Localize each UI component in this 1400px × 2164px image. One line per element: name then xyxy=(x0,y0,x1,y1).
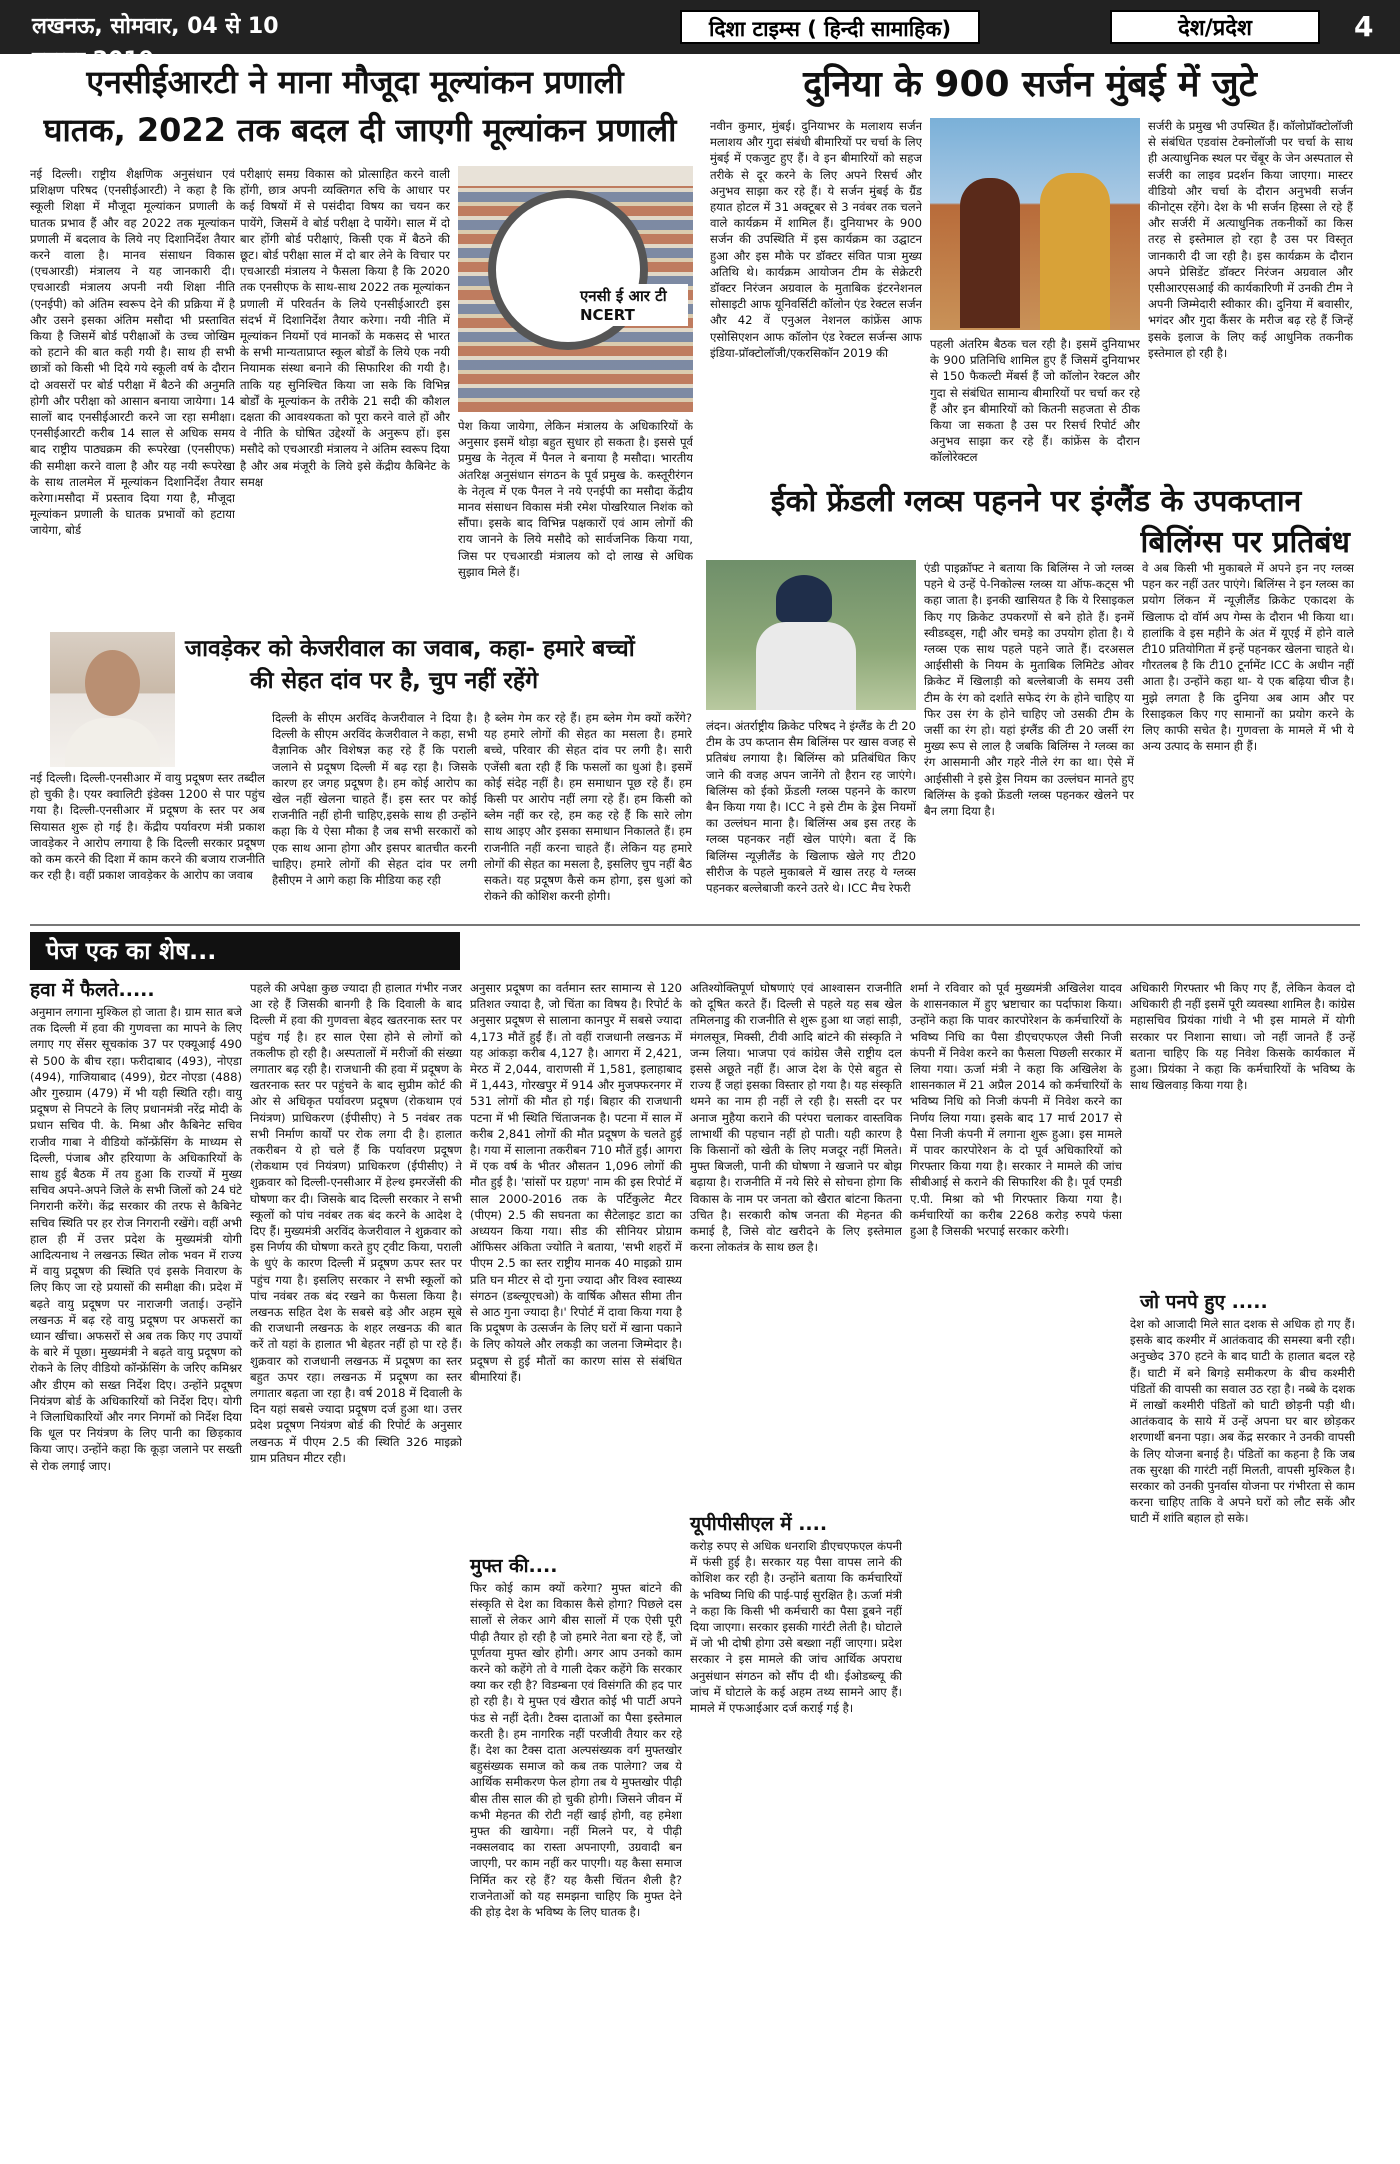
pandit-subhead: जो पनपे हुए ..... xyxy=(1140,1291,1268,1313)
ncert-column-1: नई दिल्ली। राष्ट्रीय शैक्षणिक अनुसंधान एवं प्रशिक्षण परिषद (एनसीईआरटी) ने कहा है कि स्कूली शिक्षा में मौजूदा मूल्यांकन प्रणाली के घातक प्रभाव हैं और वह 2022 तक मूल्यांकन प्रणाली में बदलाव के लिये नए दिशानिर्देश तैयार करने वाला है। मानव संसाधन विकास (एचआरडी) मंत्रालय ने यह जानकारी दी। एचआरडी मंत्रालय अपनी नयी शिक्षा नीति (एनईपी) को अंतिम स्वरूप देने की प्रक्रिया में है और उसने इसका अंतिम मसौदा भी प्रस्तावित किया है जिसमें बोर्ड परीक्षाओं के उच्च जोखिम को हटाने की बात कही गयी है। साथ ही सभी छात्रों को किसी भी दिये गये स्कूली वर्ष के दौरान दो अवसरों पर बोर्ड परीक्षा में बैठने की अनुमति होगी और परीक्षा को आसान बनाया जायेगा। 14 सालों बाद एनसीईआरटी करने जा रहा समीक्षा। एनसीईआरटी करीब 14 साल से अधिक समय बाद राष्ट्रीय पाठ्यक्रम की रूपरेखा (एनसीएफ) की समीक्षा करने वाला है और यह नयी रूपरेखा के साथ तालमेल में मूल्यांकन दिशानिर्देश तैयार करेगा।मसौदा में प्रस्ताव दिया गया है, मौजूदा मूल्यांकन प्रणाली के घातक प्रभावों को हटाया जायेगा, बोर्ड xyxy=(30,167,235,538)
page-number: 4 xyxy=(1354,10,1374,43)
cricketer-body-shape xyxy=(756,622,856,710)
portrait-shirt-shape xyxy=(65,718,160,767)
ncert-headline-2: घातक, 2022 तक बदल दी जाएगी मूल्यांकन प्रणाली xyxy=(43,111,677,149)
portrait-face-shape xyxy=(85,650,140,716)
uppcl-column: करोड़ रुपए से अधिक धनराशि डीएचएफएल कंपनी में फंसी हुई है। सरकार यह पैसा वापस लाने की कोशिश कर रही है। उन्होंने बताया कि कर्मचारियों के भविष्य निधि की पाई-पाई सुरक्षित है। ऊर्जा मंत्री ने कहा कि किसी भी कर्मचारी का पैसा डूबने नहीं दिया जाएगा। सरकार इसकी गारंटी लेती है। घोटाले में जो भी दोषी होगा उसे बख्शा नहीं जाएगा। प्रदेश सरकार ने इस मामले की जांच आर्थिक अपराध अनुसंधान संगठन को सौंप दी थी। ईओडब्ल्यू की जांच में घोटाले के कई अहम तथ्य सामने आए हैं। मामले में एफआईआर दर्ज कराई गई है। xyxy=(690,1539,902,1716)
masthead-section: देश/प्रदेश xyxy=(1110,10,1320,44)
air-pollution-column-3: अनुसार प्रदूषण का वर्तमान स्तर सामान्य से 120 प्रतिशत ज्यादा है, जो चिंता का विषय है। रिपोर्ट के अनुसार प्रदूषण से सालाना कानपुर में सबसे ज्यादा 4,173 मौतें हुईं हैं। तो वहीं राजधानी लखनऊ में यह आंकड़ा करीब 4,127 है। आगरा में 2,421, मेरठ में 2,044, वाराणसी में 1,581, इलाहाबाद में 1,443, गोरखपुर में 914 और मुजफ्फरनगर में 531 लोगों की मौत हो गई। बिहार की राजधानी पटना में भी स्थिति चिंताजनक है। पटना में साल में करीब 2,841 लोगों की मौत प्रदूषण के चलते हुई है। गया में सालाना तकरीबन 710 मौतें हुईं। आगरा में एक वर्ष के भीतर औसतन 1,096 लोगों की मौत हुई है। 'सांसों पर ग्रहण' नाम की इस रिपोर्ट में साल 2000-2016 तक के पर्टिकुलेट मैटर (पीएम) 2.5 की सघनता का सैटेलाइट डाटा का अध्ययन किया गया। सीड की सीनियर प्रोग्राम ऑफिसर अंकिता ज्योति ने बताया, 'सभी शहरों में पीएम 2.5 का स्तर राष्ट्रीय मानक 40 माइक्रो ग्राम प्रति घन मीटर से दो गुना ज्यादा और विश्व स्वास्थ्य संगठन (डब्ल्यूएचओ) के वार्षिक औसत सीमा तीन से आठ गुना ज्यादा है।' रिपोर्ट में दावा किया गया है कि प्रदूषण के उत्सर्जन के लिए घरों में खाना पकाने के लिए कोयले और लकड़ी का जलना जिम्मेदार है। प्रदूषण से हुई मौतों का कारण सांस से संबंधित बीमारियां हैं। xyxy=(470,981,682,1384)
ncert-column-3: पेश किया जायेगा, लेकिन मंत्रालय के अधिकारियों के अनुसार इसमें थोड़ा बहुत सुधार हो सकता है। इससे पूर्व प्रमुख के नेतृत्व में पैनल ने बनाया है मसौदा। भारतीय अंतरिक्ष अनुसंधान संगठन के पूर्व प्रमुख के. कस्तूरीरंगन के नेतृत्व में एक पैनल ने नये एनईपी का मसौदा केंद्रीय मानव संसाधन विकास मंत्री रमेश पोखरियाल निशंक को सौंपा। इसके बाद विभिन्न पक्षकारों एवं आम लोगों की राय जानने के लिये मसौदे को सार्वजनिक किया गया, जिस पर एचआरडी मंत्रालय को दो लाख से अधिक सुझाव मिले हैं। xyxy=(458,419,693,579)
cricket-headline-2: बिलिंग्स पर प्रतिबंध xyxy=(1140,525,1350,560)
surgeon-column-3: सर्जरी के प्रमुख भी उपस्थित हैं। कॉलोप्रॉक्टोलॉजी से संबंधित एडवांस टेक्नोलॉजी पर चर्चा के साथ ही अत्याधुनिक स्थल पर चेंबूर के जेन अस्पताल से सर्जरी का लाइव प्रदर्शन किया जाएगा। मास्टर वीडियो और चर्चा के दौरान अनुभवी सर्जन कीनोट्स रहेंगे। देश के भी सर्जन हिस्सा ले रहे हैं और सर्जरी में अत्याधुनिक तकनीकों का किस तरह से इस्तेमाल हो रहा है उस पर विस्तृत जानकारी दी जा रही है। इस कार्यक्रम के दौरान अपने प्रेसिडेंट डॉक्टर निरंजन अग्रवाल और एसीआरएसआई की कार्यकारिणी में उनकी टीम ने अपनी जिम्मेदारी स्वीकार की। दुनिया में बवासीर, भगंदर और गुदा कैंसर के मरीज बढ़ रहे हैं जिन्हें इसके इलाज के लिए कई आधुनिक तकनीक इस्तेमाल हो रही है। xyxy=(1148,119,1353,360)
uppcl-subhead: यूपीपीसीएल में .... xyxy=(690,1513,828,1535)
surgeon-figure-right xyxy=(1040,173,1110,330)
ncert-column-2: परीक्षाएं समग्र विकास को प्रोत्साहित करने वाली होंगी, छात्र अपनी व्यक्तिगत रुचि के आधार पर कई विषयों में से पसंदीदा विषय का चयन कर पायेंगे, जिसमें वे बोर्ड परीक्षा दे पायेंगे। साल में दो बार होंगी बोर्ड परीक्षाएं, किसी एक में बैठने की छूट। बोर्ड परीक्षा साल में दो बार लेने के विचार पर एचआरडी मंत्रालय ने फैसला किया है कि 2020 तक एनसीएफ के साथ-साथ 2022 तक मूल्यांकन प्रणाली में परिवर्तन के लिये एनसीईआरटी इस संदर्भ में दिशानिर्देश तैयार करेगा। नयी नीति में मूल्यांकन नियमों एवं मानकों के मकसद से भारत के सभी मान्यताप्राप्त स्कूल बोर्डों के लिये एक नयी नियामक संस्था बनाने की सिफारिश की गयी है। ताकि यह सुनिश्चित किया जा सके कि विभिन्न बोर्डों के मूल्यांकन के तरीके 21 सदी की कौशल दक्षता की आवश्यकता को पूरा करने वाले हों और वे नीति के घोषित उद्देश्यों के अनुरूप हों। इस मसौदे को एचआरडी मंत्रालय ने अंतिम स्वरूप दिया है और अब मंजूरी के लिये इसे केंद्रीय कैबिनेट के समक्ष xyxy=(240,167,450,489)
cricket-column-3: वे अब किसी भी मुकाबले में अपने इन नए ग्लव्स पहन कर नहीं उतर पाएंगे। बिलिंग्स ने इन ग्लव्स का प्रयोग लिंकन में न्यूज़ीलैंड क्रिकेट एकादश के खिलाफ दो वॉर्म अप गेम्स के दौरान भी किया था। हालांकि वे इस महीने के अंत में यूएई में होने वाले टी10 प्रतियोगिता में इन्हें पहनकर खेलना चाहते थे। गौरतलब है कि टी10 टूर्नामेंट ICC के अधीन नहीं आता है। उन्होंने कहा था- ये एक बढ़िया चीज है। मुझे लगता है कि दुनिया अब आम और पर रिसाइकल किए गए सामानों का प्रयोग करने के लिए काफी सचेत है। गुणवत्ता के मामले में भी ये अन्य उत्पाद के समान ही हैं। xyxy=(1142,561,1354,754)
section-divider xyxy=(30,924,1360,926)
surgeon-event-photo xyxy=(930,118,1140,330)
cricket-column-2: एंडी पाइक्रॉफ्ट ने बताया कि बिलिंग्स ने जो ग्लव्स पहने थे उन्हें पे-निकोल्स ग्लव्स या ऑफ-कट्स भी कहा जाता है। इनकी खासियत है कि ये रिसाइकल किए गए क्रिकेट उपकरणों से बने होते हैं। इनमें स्वीडब्ड्स, गद्दी और चमड़े का उपयोग होता है। ये ग्लव्स एक साथ पहले पहने जाते हैं। दरअसल आईसीसी के नियम के मुताबिक लिमिटेड ओवर क्रिकेट में खिलाड़ी को बल्लेबाजी के समय उसी टीम के रंग को दर्शाते सफेद रंग के होने चाहिए या फिर उस रंग के होने चाहिए जो उसकी टीम के जर्सी का रंग हो। यहां इंग्लैंड की टी 20 जर्सी रंग मुख्य रूप से लाल है जबकि बिलिंग्स ने ग्लव्स का रंग आसमानी और गहरे नीले रंग का था। ऐसे में आईसीसी ने इसे ड्रेस नियम का उल्लंघन मानते हुए बिलिंग्स के इको फ्रेंडली ग्लव्स पहनकर खेलने पर बैन लगा दिया है। xyxy=(924,561,1134,819)
air-pollution-subhead: हवा में फैलते..... xyxy=(30,979,155,1001)
ncert-crest-icon xyxy=(488,190,648,350)
column-4-text: अतिश्योक्तिपूर्ण घोषणाएं एवं आश्वासन राजनीति को दूषित करते हैं। दिल्ली से पहले यह सब खेल तमिलनाडु की राजनीति से शुरू हुआ था जहां साड़ी, मंगलसूत्र, मिक्सी, टीवी आदि बांटने की संस्कृति ने जन्म लिया। भाजपा एवं कांग्रेस जैसे राष्ट्रीय दल इससे अछूते नहीं हैं। आज देश के ऐसे बहुत से राज्य हैं जहां इसका विस्तार हो गया है। यह संस्कृति थमने का नाम ही नहीं ले रही है। सस्ती दर पर अनाज मुहैया कराने की परंपरा चलाकर वास्तविक लाभार्थी की पहचान नहीं हो पाती। यही कारण है कि किसानों को खेती के लिए मजदूर नहीं मिलते। मुफ्त बिजली, पानी की घोषणा ने खजाने पर बोझ बढ़ाया है। राजनीति में नये सिरे से सोचना होगा कि विकास के नाम पर जनता को खैरात बांटना कितना उचित है। सरकारी कोष जनता की मेहनत की कमाई है, जिसे वोट खरीदने के लिए इस्तेमाल करना लोकतंत्र के साथ छल है। xyxy=(690,981,902,1255)
freebies-subhead: मुफ्त की.... xyxy=(470,1555,558,1577)
masthead-bar xyxy=(0,0,1400,73)
surgeon-figure-left xyxy=(960,178,1020,328)
masthead-paper-name: दिशा टाइम्स ( हिन्दी सामाहिक) xyxy=(680,10,980,44)
pandit-column: देश को आजादी मिले सात दशक से अधिक हो गए हैं। इसके बाद कश्मीर में आतंकवाद की समस्या बनी रही। अनुच्छेद 370 हटने के बाद घाटी के हालात बदल रहे हैं। घाटी में बने बिगड़े समीकरण के बीच कश्मीरी पंडितों की वापसी का सवाल उठ रहा है। नब्बे के दशक में लाखों कश्मीरी पंडितों को घाटी छोड़नी पड़ी थी। आतंकवाद के साये में उन्हें अपना घर बार छोड़कर शरणार्थी बनना पड़ा। अब केंद्र सरकार ने उनकी वापसी के लिए योजना बनाई है। पंडितों का कहना है कि जब तक सुरक्षा की गारंटी नहीं मिलती, वापसी मुश्किल है। सरकार को उनकी पुनर्वास योजना पर गंभीरता से काम करना चाहिए ताकि वे अपने घरों को लौट सकें और घाटी में शांति बहाल हो सके। xyxy=(1130,1317,1355,1526)
air-pollution-column-1: अनुमान लगाना मुश्किल हो जाता है। ग्राम सात बजे तक दिल्ली में हवा की गुणवत्ता का मापने के लिए लगाए गए सेंसर सूचकांक 37 पर एक्यूआई 490 से 500 के बीच रहा। फरीदाबाद (493), नोएडा (494), गाजियाबाद (499), ग्रेटर नोएडा (488) और गुरुग्राम (479) में भी यही स्थिति रही। वायु प्रदूषण से निपटने के लिए प्रधानमंत्री नरेंद्र मोदी के प्रधान सचिव पी. के. मिश्रा और कैबिनेट सचिव राजीव गाबा ने वीडियो कॉन्फ्रेंसिंग के माध्यम से दिल्ली, पंजाब और हरियाणा के अधिकारियों के साथ हुई बैठक में तय हुआ कि राज्यों में मुख्य सचिव अपने-अपने जिले के सभी जिलों को 24 घंटे निगरानी करेंगे। केंद्र सरकार की तरफ से कैबिनेट सचिव स्थिति पर हर रोज निगरानी रखेंगे। वहीं अभी हाल ही में उत्तर प्रदेश के मुख्यमंत्री योगी आदित्यनाथ ने लखनऊ स्थित लोक भवन में राज्य में वायु प्रदूषण की स्थिति एवं इसके निवारण के लिए किए जा रहे प्रयासों की समीक्षा की। प्रदेश में बढ़ते वायु प्रदूषण पर नाराजगी जताई। उन्होंने लखनऊ में बढ़ रहे वायु प्रदूषण पर अफसरों का ध्यान खींचा। अफसरों से अब तक किए गए उपायों के बारे में पूछा। मुख्यमंत्री ने बढ़ते वायु प्रदूषण को रोकने के लिए वीडियो कॉन्फ्रेंसिंग के जरिए कमिश्नर और डीएम को सख्त निर्देश दिए। उन्होंने प्रदूषण नियंत्रण बोर्ड के अधिकारियों को निर्देश दिए। योगी ने जिलाधिकारियों और नगर निगमों को निर्देश दिया कि धूल पर नियंत्रण के लिए पानी का छिड़काव किया जाए। उन्होंने कहा कि कूड़ा जलाने पर सख्ती से रोक लगाई जाए। xyxy=(30,1005,242,1473)
cricket-player-photo xyxy=(706,560,916,710)
ncert-headline-1: एनसीईआरटी ने माना मौजूदा मूल्यांकन प्रणाली xyxy=(86,63,624,101)
page-one-continued-bar: पेज एक का शेष... xyxy=(30,932,460,970)
air-pollution-column-2: पहले की अपेक्षा कुछ ज्यादा ही हालात गंभीर नजर आ रहे हैं जिसकी बानगी है कि दिवाली के बाद दिल्ली में हवा की गुणवत्ता बेहद खतरनाक स्तर पर पहुंच गई है। हर साल ऐसा होने से लोगों को तकलीफ हो रही है। अस्पतालों में मरीजों की संख्या लगातार बढ़ रही है। राजधानी की हवा में प्रदूषण के खतरनाक स्तर पर पहुंचने के बाद सुप्रीम कोर्ट की ओर से अधिकृत पर्यावरण प्रदूषण (रोकथाम एवं नियंत्रण) प्राधिकरण (ईपीसीए) ने 5 नवंबर तक सभी निर्माण कार्यों पर रोक लगा दी है। हालात तकरीबन ये हो चले हैं कि पर्यावरण प्रदूषण (रोकथाम एवं नियंत्रण) प्राधिकरण (ईपीसीए) ने शुक्रवार को दिल्ली-एनसीआर में हेल्थ इमरजेंसी की घोषणा कर दी। जिसके बाद दिल्ली सरकार ने सभी स्कूलों को पांच नवंबर तक बंद करने के आदेश दे दिए हैं। मुख्यमंत्री अरविंद केजरीवाल ने शुक्रवार को इस निर्णय की घोषणा करते हुए ट्वीट किया, पराली के धुएं के कारण दिल्ली में प्रदूषण ऊपर स्तर पर पहुंच गया है। इसलिए सरकार ने सभी स्कूलों को पांच नवंबर तक बंद रखने का फैसला किया है। लखनऊ सहित देश के सबसे बड़े और अहम सूबे की राजधानी लखनऊ के शहर लखनऊ की बात करें तो यहां के हालात भी बेहतर नहीं हो पा रहे हैं। शुक्रवार को राजधानी लखनऊ में प्रदूषण का स्तर बहुत ऊपर रहा। लखनऊ में प्रदूषण का स्तर लगातार बढ़ता जा रहा है। वर्ष 2018 में दिवाली के दिन यहां सबसे ज्यादा प्रदूषण दर्ज हुआ था। उत्तर प्रदेश प्रदूषण नियंत्रण बोर्ड की रिपोर्ट के अनुसार लखनऊ में पीएम 2.5 की स्थिति 326 माइक्रो ग्राम प्रतिघन मीटर रही। xyxy=(250,981,462,1465)
kejriwal-photo xyxy=(50,632,175,767)
ncert-logo-text: एनसी ई आर टी NCERT xyxy=(578,284,688,326)
kejriwal-column-2: दिल्ली के सीएम अरविंद केजरीवाल ने दिया है। दिल्ली के सीएम अरविंद केजरीवाल ने कहा, सभी वैज्ञानिक और विशेषज्ञ कह रहे हैं कि पराली जलाने से प्रदूषण दिल्ली में बढ़ रहा है। जिसके कारण हर जगह प्रदूषण है। हम कोई आरोप का खेल नहीं खेलना चाहते हैं। इस स्तर पर कोई राजनीति नहीं होनी चाहिए,इसके साथ ही उन्होंने कहा कि ये ऐसा मौका है जब सभी सरकारों को एक साथ आना होगा और इसपर बातचीत करनी चाहिए। हमारे लोगों की सेहत दांव पर लगी हैसीएम ने आगे कहा कि मीडिया कह रही xyxy=(272,711,477,888)
cricket-column-1: लंदन। अंतर्राष्ट्रीय क्रिकेट परिषद ने इंग्लैंड के टी 20 टीम के उप कप्तान सैम बिलिंग्स पर खास वजह से प्रतिबंध लगाया है। बिलिंग्स को प्रतिबंधित किए जाने की वजह अपन जानेंगे तो हैरान रह जाएंगे। बिलिंग्स को ईको फ्रेंडली ग्लव्स पहनने के कारण बैन किया गया है। ICC ने इसे टीम के ड्रेस नियमों का उल्लंघन माना है। बिलिंग्स अब इस तरह के ग्लव्स पहनकर नहीं खेल पाएंगे। बता दें कि बिलिंग्स न्यूज़ीलैंड के खिलाफ खेले गए टी20 सीरीज के पहले मुकाबले में खास तरह ये ग्लव्स पहनकर बल्लेबाजी करने उतरे थे। ICC मैच रेफरी xyxy=(706,719,916,896)
cricketer-helmet-shape xyxy=(776,575,832,623)
freebies-column: फिर कोई काम क्यों करेगा? मुफ्त बांटने की संस्कृति से देश का विकास कैसे होगा? पिछले दस सालों से लेकर आगे बीस सालों में एक ऐसी पूरी पीढ़ी तैयार हो रही है जो हमारे नेता बना रहे हैं, जो पूर्णतया मुफ्त खोर होगी। अगर आप उनको काम करने को कहेंगे तो वे गाली देकर कहेंगे कि सरकार क्या कर रही है? विडम्बना एवं विसंगति की हद पार हो रही है। ये मुफ्त एवं खैरात कोई भी पार्टी अपने फंड से नहीं देती। टैक्स दाताओं का पैसा इस्तेमाल करती है। हम नागरिक नहीं परजीवी तैयार कर रहे हैं। देश का टैक्स दाता अल्पसंख्यक वर्ग मुफ्तखोर बहुसंख्यक समाज को कब तक पालेगा? जब ये आर्थिक समीकरण फेल होगा तब ये मुफ्तखोर पीढ़ी बीस तीस साल की हो चुकी होगी। जिसने जीवन में कभी मेहनत की रोटी नहीं खाई होगी, वह हमेशा मुफ्त की खायेगा। नहीं मिलने पर, ये पीढ़ी नक्सलवाद का रास्ता अपनाएगी, उग्रवादी बन जाएगी, पर काम नहीं कर पाएगी। यह कैसा समाज निर्मित कर रहे हैं? यह कैसी चिंतन शैली है? राजनेताओं को यह समझना चाहिए कि मुफ्त देने की होड़ देश के भविष्य के लिए घातक है। xyxy=(470,1581,682,1920)
kejriwal-column-3: है ब्लेम गेम कर रहे हैं। हम ब्लेम गेम क्यों करेंगे? यह हमारे लोगों की सेहत का मसला है। हमारे बच्चे, परिवार की सेहत दांव पर लगी है। सारी एजेंसी बता रही हैं कि फसलों का धुआं है। इसमें कोई संदेह नहीं है। हम समाधान पूछ रहे हैं। हम किसी पर आरोप नहीं लगा रहे हैं। हम किसी को ब्लेम नहीं कर रहे, हम कह रहे हैं कि सारे लोग साथ आइए और इसका समाधान निकालते हैं। हम राजनीति नहीं करना चाहते हैं। लेकिन यह हमारे लोगों की सेहत का मसला है, इसलिए चुप नहीं बैठ सकते। यह प्रदूषण कैसे कम होगा, इस धुआं को रोकने की कोशिश करनी होगी। xyxy=(484,711,692,904)
kejriwal-column-1: नई दिल्ली। दिल्ली-एनसीआर में वायु प्रदूषण स्तर तब्दील हो चुकी है। एयर क्वालिटी इंडेक्स 1200 से पार पहुंच गया है। दिल्ली-एनसीआर में प्रदूषण के स्तर पर अब सियासत शुरू हो गई है। केंद्रीय पर्यावरण मंत्री प्रकाश जावड़ेकर ने आरोप लगाया है कि दिल्ली सरकार प्रदूषण को कम करने की दिशा में काम करने की बजाय राजनीति कर रही है। वहीं प्रकाश जावड़ेकर के आरोप का जवाब xyxy=(30,771,265,883)
surgeon-column-2: पहली अंतरिम बैठक चल रही है। इसमें दुनियाभर के 900 प्रतिनिधि शामिल हुए हैं जिसमें दुनियाभर से 150 फैकल्टी मेंबर्स हैं जो कॉलोन रेक्टल और गुदा से संबंधित सामान्य बीमारियों पर चर्चा कर रहे हैं और इन बीमारियों को कितनी सहजता से ठीक किया जा सकता है उस पर रिसर्च रिपोर्ट और अनुभव साझा कर रहे हैं। कांफ्रेंस के दौरान कॉलोरेक्टल xyxy=(930,337,1140,465)
ncert-logo-image xyxy=(458,166,693,412)
kejriwal-headline-2: की सेहत दांव पर है, चुप नहीं रहेंगे xyxy=(250,668,539,694)
surgeon-column-1: नवीन कुमार, मुंबई। दुनियाभर के मलाशय सर्जन मलाशय और गुदा संबंधी बीमारियों पर चर्चा के लिए मुंबई में एकजुट हुए हैं। वे इन बीमारियों को सहज तरीके से दूर करने के लिए अपने रिसर्च और अनुभव साझा कर रहे हैं। ये सर्जन मुंबई के ग्रैंड हयात होटल में 31 अक्टूबर से 3 नवंबर तक चलने वाले कार्यक्रम में शामिल हैं। दुनियाभर के 900 सर्जन की उपस्थिति में इस कार्यक्रम का उद्घाटन हुआ और इस मौके पर डॉक्टर संवित पात्रा मुख्य अतिथि थे। कार्यक्रम आयोजन टीम के सेक्रेटरी डॉक्टर निरंजन अग्रवाल के मुताबिक इंटरनेशनल सोसाइटी आफ यूनिवर्सिटी कॉलोन एंड रेक्टल सर्जन और 42 वें एनुअल नेशनल कांफ्रेंस आफ एसोसिएशन आफ कॉलोन एंड रेक्टल सर्जन्स आफ इंडिया-प्रॉक्टोलॉजी/एकरसिकॉन 2019 की xyxy=(710,119,922,360)
kejriwal-headline-1: जावड़ेकर को केजरीवाल का जवाब, कहा- हमारे बच्चों xyxy=(185,636,635,662)
masthead-date: लखनऊ, सोमवार, 04 से 10 नवम्बर 2019 xyxy=(32,14,279,73)
column-5-text: शर्मा ने रविवार को पूर्व मुख्यमंत्री अखिलेश यादव के शासनकाल में हुए भ्रष्टाचार का पर्दाफाश किया। उन्होंने कहा कि पावर कारपोरेशन के कर्मचारियों के भविष्य निधि का पैसा डीएचएफएल जैसी निजी कंपनी में निवेश करने का फैसला पिछली सरकार में लिया गया। ऊर्जा मंत्री ने कहा कि अखिलेश के शासनकाल में 21 अप्रैल 2014 को कर्मचारियों के भविष्य निधि को निजी कंपनी में निवेश करने का निर्णय लिया गया। इसके बाद 17 मार्च 2017 से पैसा निजी कंपनी में लगाना शुरू हुआ। इस मामले में पावर कारपोरेशन के दो पूर्व अधिकारियों को गिरफ्तार किया गया है। सरकार ने मामले की जांच सीबीआई से कराने की सिफारिश की है। पूर्व एमडी ए.पी. मिश्रा को भी गिरफ्तार किया गया है। कर्मचारियों का करीब 2268 करोड़ रुपये फंसा हुआ है जिसकी भरपाई सरकार करेगी। xyxy=(910,981,1122,1239)
column-6-text: अधिकारी गिरफ्तार भी किए गए हैं, लेकिन केवल दो अधिकारी ही नहीं इसमें पूरी व्यवस्था शामिल है। कांग्रेस महासचिव प्रियंका गांधी ने भी इस मामले में योगी सरकार पर निशाना साधा। जो नहीं जानते हैं उन्हें बताना चाहिए कि यह निवेश किसके कार्यकाल में हुआ। प्रियंका ने कहा कि कर्मचारियों के भविष्य के साथ खिलवाड़ किया गया है। xyxy=(1130,981,1355,1093)
surgeon-headline: दुनिया के 900 सर्जन मुंबई में जुटे xyxy=(803,64,1257,105)
cricket-headline-1: ईको फ्रेंडली ग्लव्स पहनने पर इंग्लैंड के उपकप्तान xyxy=(770,484,1302,519)
